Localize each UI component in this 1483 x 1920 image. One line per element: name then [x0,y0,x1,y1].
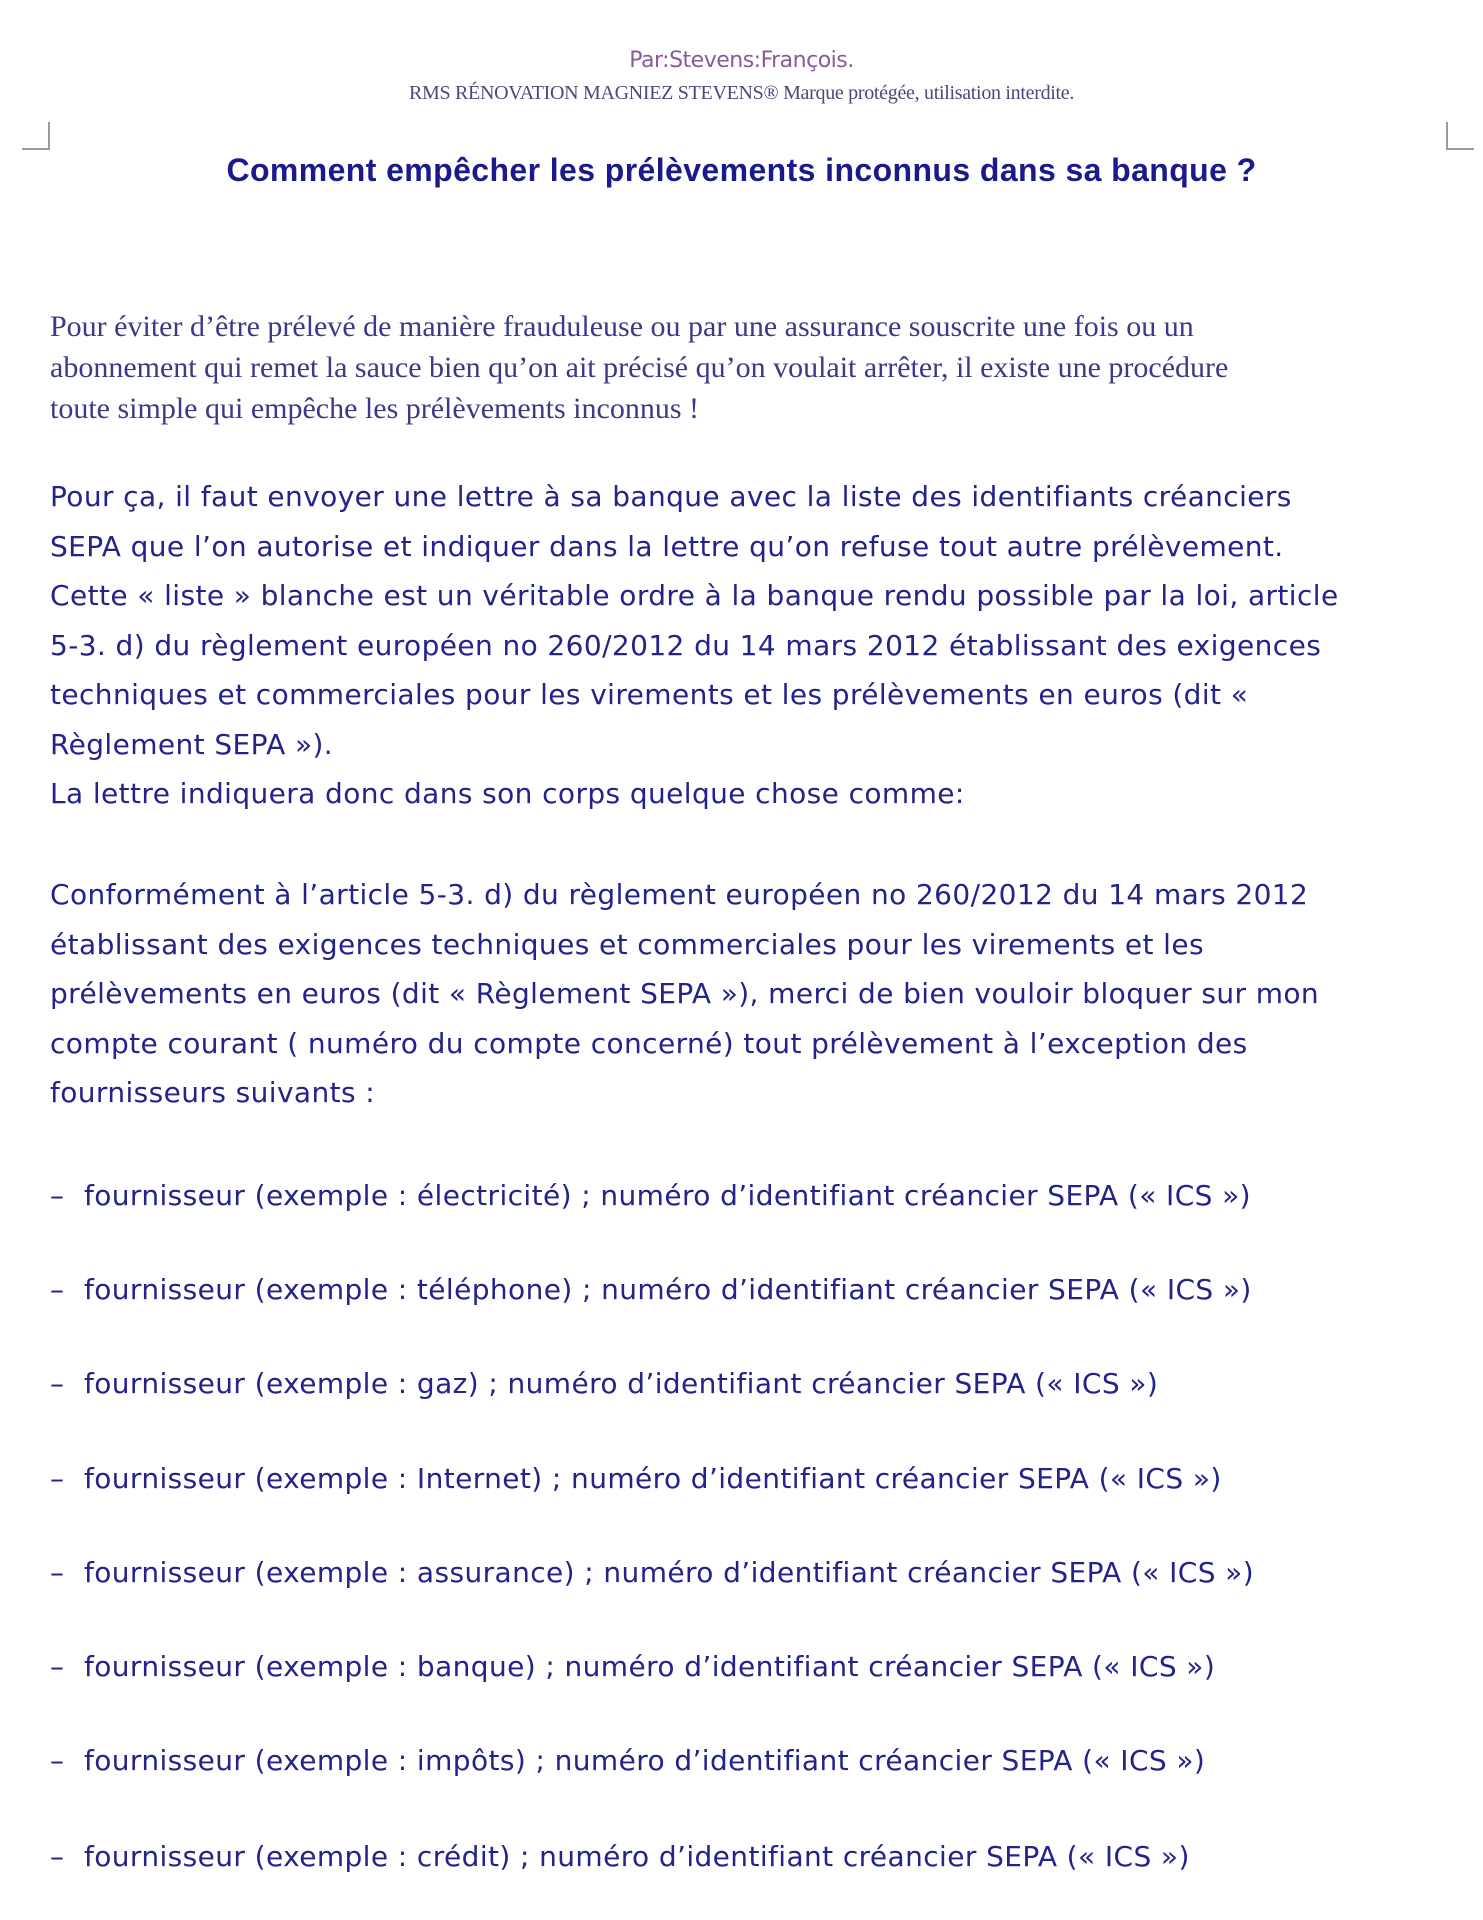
letter-line: compte courant ( numéro du compte concerné) tout prélèvement à l’exception des [50,1026,1248,1060]
list-item [50,1645,1470,1689]
procedure-line: techniques et commerciales pour les virements et les prélèvements en euros (dit « [50,678,1249,711]
intro-line: toute simple qui empêche les prélèvements inconnus ! [50,392,699,425]
list-item-text: fournisseur (exemple : crédit) ; numéro d’identifiant créancier SEPA (« ICS ») [84,1840,1190,1873]
list-item-text: fournisseur (exemple : impôts) ; numéro d’identifiant créancier SEPA (« ICS ») [84,1744,1206,1777]
letter-body-paragraph [50,870,1455,1118]
procedure-line: Cette « liste » blanche est un véritable ordre à la banque rendu possible par la loi, article [50,579,1339,612]
margin-corner-mark-left [22,122,50,150]
letter-line: Conformément à l’article 5-3. d) du règlement européen no 260/2012 du 14 mars 2012 [50,878,1309,911]
list-item [50,1174,1470,1218]
intro-line: abonnement qui remet la sauce bien qu’on ait précisé qu’on voulait arrêter, il existe une procédure [50,351,1229,384]
letter-line: prélèvements en euros (dit « Règlement SEPA »), merci de bien vouloir bloquer sur mon [50,977,1320,1010]
margin-corner-mark-right [1446,122,1474,150]
list-dash: – [50,1462,65,1495]
list-item-text: fournisseur (exemple : gaz) ; numéro d’identifiant créancier SEPA (« ICS ») [84,1367,1159,1400]
list-item [50,1457,1470,1501]
procedure-line: La lettre indiquera donc dans son corps quelque chose comme: [50,777,965,810]
header-trademark: RMS RÉNOVATION MAGNIEZ STEVENS® Marque protégée, utilisation interdite. [408,82,1075,104]
list-item [50,1739,1470,1783]
procedure-line: SEPA que l’on autorise et indiquer dans la lettre qu’on refuse tout autre prélèvement. [50,529,1284,563]
list-item-text: fournisseur (exemple : électricité) ; numéro d’identifiant créancier SEPA (« ICS ») [84,1179,1251,1212]
list-item [50,1551,1470,1595]
procedure-line: Pour ça, il faut envoyer une lettre à sa banque avec la liste des identifiants créanciers [50,480,1292,513]
list-dash: – [50,1840,65,1873]
list-dash: – [50,1744,65,1777]
list-item-text: fournisseur (exemple : banque) ; numéro d’identifiant créancier SEPA (« ICS ») [84,1650,1216,1683]
list-dash: – [50,1650,65,1683]
intro-paragraph [50,306,1450,429]
header-author: Par:Stevens:François. [629,48,854,73]
list-item [50,1835,1470,1879]
list-dash: – [50,1367,65,1400]
list-item [50,1362,1470,1406]
list-dash: – [50,1179,65,1212]
list-item-text: fournisseur (exemple : assurance) ; numéro d’identifiant créancier SEPA (« ICS ») [84,1556,1255,1589]
procedure-paragraph [50,472,1455,819]
list-item [50,1268,1470,1312]
list-dash: – [50,1556,65,1589]
letter-line: fournisseurs suivants : [50,1076,376,1109]
list-item-text: fournisseur (exemple : Internet) ; numéro d’identifiant créancier SEPA (« ICS ») [84,1462,1222,1495]
list-item-text: fournisseur (exemple : téléphone) ; numéro d’identifiant créancier SEPA (« ICS ») [84,1273,1252,1306]
intro-line: Pour éviter d’être prélevé de manière frauduleuse ou par une assurance souscrite une fois ou un [50,310,1194,343]
letter-line: établissant des exigences techniques et commerciales pour les virements et les [50,927,1204,961]
list-dash: – [50,1273,65,1306]
procedure-line: Règlement SEPA »). [50,727,334,761]
procedure-line: 5-3. d) du règlement européen no 260/2012 du 14 mars 2012 établissant des exigences [50,628,1322,662]
document-title: Comment empêcher les prélèvements inconnus dans sa banque ? [226,152,1257,188]
